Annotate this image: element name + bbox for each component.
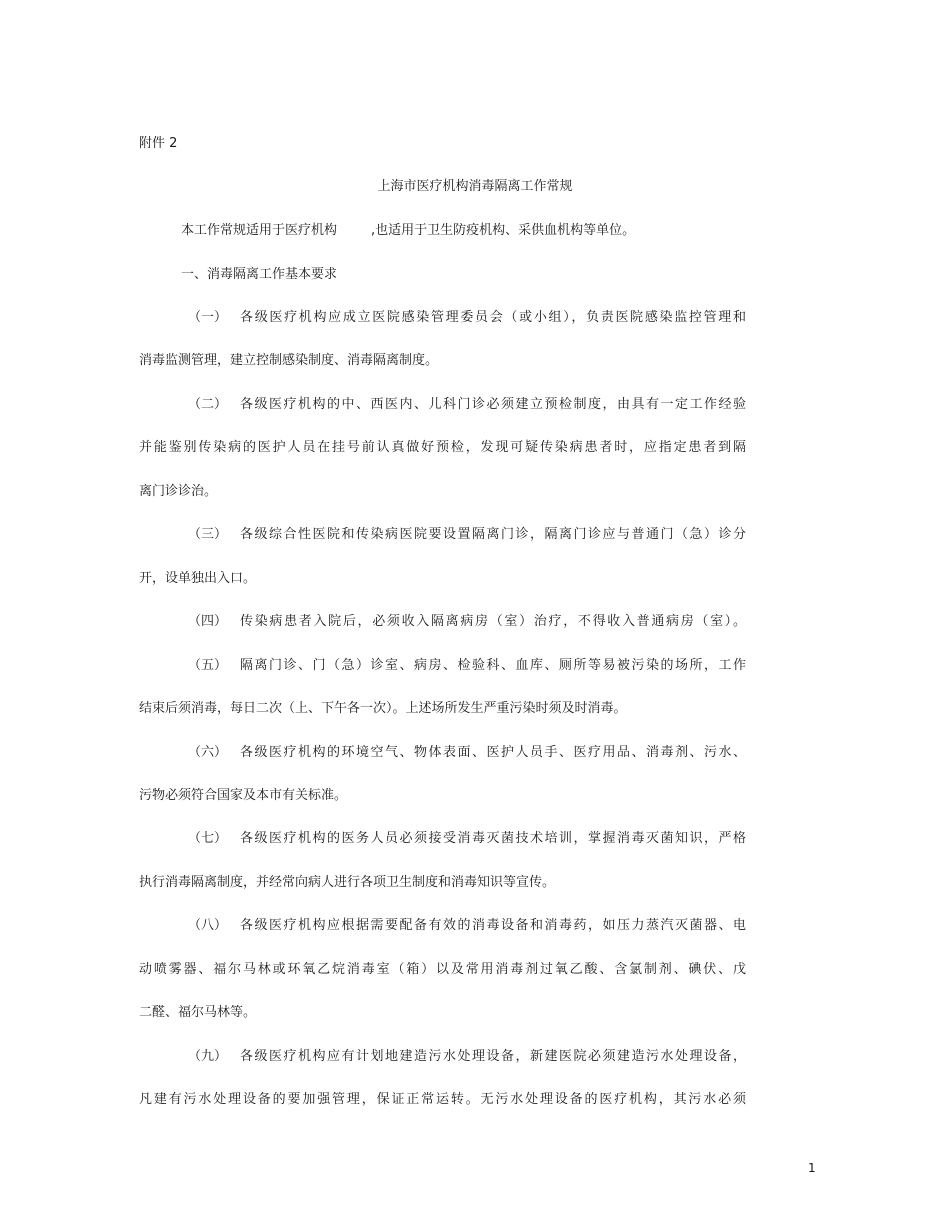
item-continuation: 结束后须消毒，每日二次（上、下午各一次）。上述场所发生严重污染时须及时消毒。	[139, 701, 627, 716]
list-item	[0, 743, 950, 763]
intro-text-part-1: 本工作常规适用于医疗机构	[181, 223, 338, 238]
item-continuation: 二醛、福尔马林等。	[139, 1005, 257, 1020]
item-marker: （四）	[188, 614, 228, 629]
item-continuation: 开，设单独出入口。	[139, 571, 257, 586]
item-marker: （六）	[188, 745, 228, 760]
item-continuation: 离门诊诊治。	[139, 484, 218, 499]
document-title: 上海市医疗机构消毒隔离工作常规	[377, 179, 573, 194]
item-continuation: 动喷雾器、福尔马林或环氧乙烷消毒室（箱）以及常用消毒剂过氧乙酸、含氯制剂、碘伏、戊	[139, 962, 746, 977]
item-text: 各级医疗机构的医务人员必须接受消毒灭菌技术培训，掌握消毒灭菌知识，严格	[240, 831, 746, 846]
item-marker: （五）	[188, 658, 228, 673]
item-marker: （二）	[188, 397, 228, 412]
item-text: 各级医疗机构的中、西医内、儿科门诊必须建立预检制度，由具有一定工作经验	[240, 397, 746, 412]
item-marker: （一）	[188, 310, 228, 325]
list-item	[0, 395, 950, 415]
item-text: 各级医疗机构的环境空气、物体表面、医护人员手、医疗用品、消毒剂、污水、	[240, 745, 746, 760]
item-marker: （八）	[188, 918, 228, 933]
item-marker: （九）	[188, 1049, 228, 1064]
intro-text-part-2: ,也适用于卫生防疫机构、采供血机构等单位。	[371, 223, 636, 238]
item-continuation: 污物必须符合国家及本市有关标准。	[139, 788, 348, 803]
item-text: 各级医疗机构应成立医院感染管理委员会（或小组），负责医院感染监控管理和	[240, 310, 746, 325]
item-text: 隔离门诊、门（急）诊室、病房、检验科、血库、厕所等易被污染的场所，工作	[240, 658, 746, 673]
page-number: 1	[808, 1161, 816, 1175]
item-marker: （七）	[188, 831, 228, 846]
list-item	[0, 1047, 950, 1067]
attachment-label: 附件 2	[139, 136, 178, 151]
item-continuation: 凡建有污水处理设备的要加强管理，保证正常运转。无污水处理设备的医疗机构，其污水必须	[139, 1092, 746, 1107]
item-continuation: 执行消毒隔离制度，并经常向病人进行各项卫生制度和消毒知识等宣传。	[139, 875, 556, 890]
item-text: 各级医疗机构应根据需要配备有效的消毒设备和消毒药，如压力蒸汽灭菌器、电	[240, 918, 746, 933]
list-item	[0, 916, 950, 936]
item-continuation: 消毒监测管理，建立控制感染制度、消毒隔离制度。	[139, 353, 439, 368]
item-text: 各级医疗机构应有计划地建造污水处理设备，新建医院必须建造污水处理设备，	[240, 1049, 746, 1064]
list-item	[0, 829, 950, 849]
item-text: 传染病患者入院后，必须收入隔离病房（室）治疗，不得收入普通病房（室）。	[240, 614, 746, 629]
list-item	[0, 612, 950, 632]
list-item	[0, 308, 950, 328]
item-text: 各级综合性医院和传染病医院要设置隔离门诊，隔离门诊应与普通门（急）诊分	[240, 527, 746, 542]
list-item	[0, 525, 950, 545]
item-marker: （三）	[188, 527, 228, 542]
item-continuation: 并能鉴别传染病的医护人员在挂号前认真做好预检，发现可疑传染病患者时，应指定患者到隔	[139, 440, 746, 455]
list-item	[0, 656, 950, 676]
section-heading: 一、消毒隔离工作基本要求	[181, 267, 338, 282]
